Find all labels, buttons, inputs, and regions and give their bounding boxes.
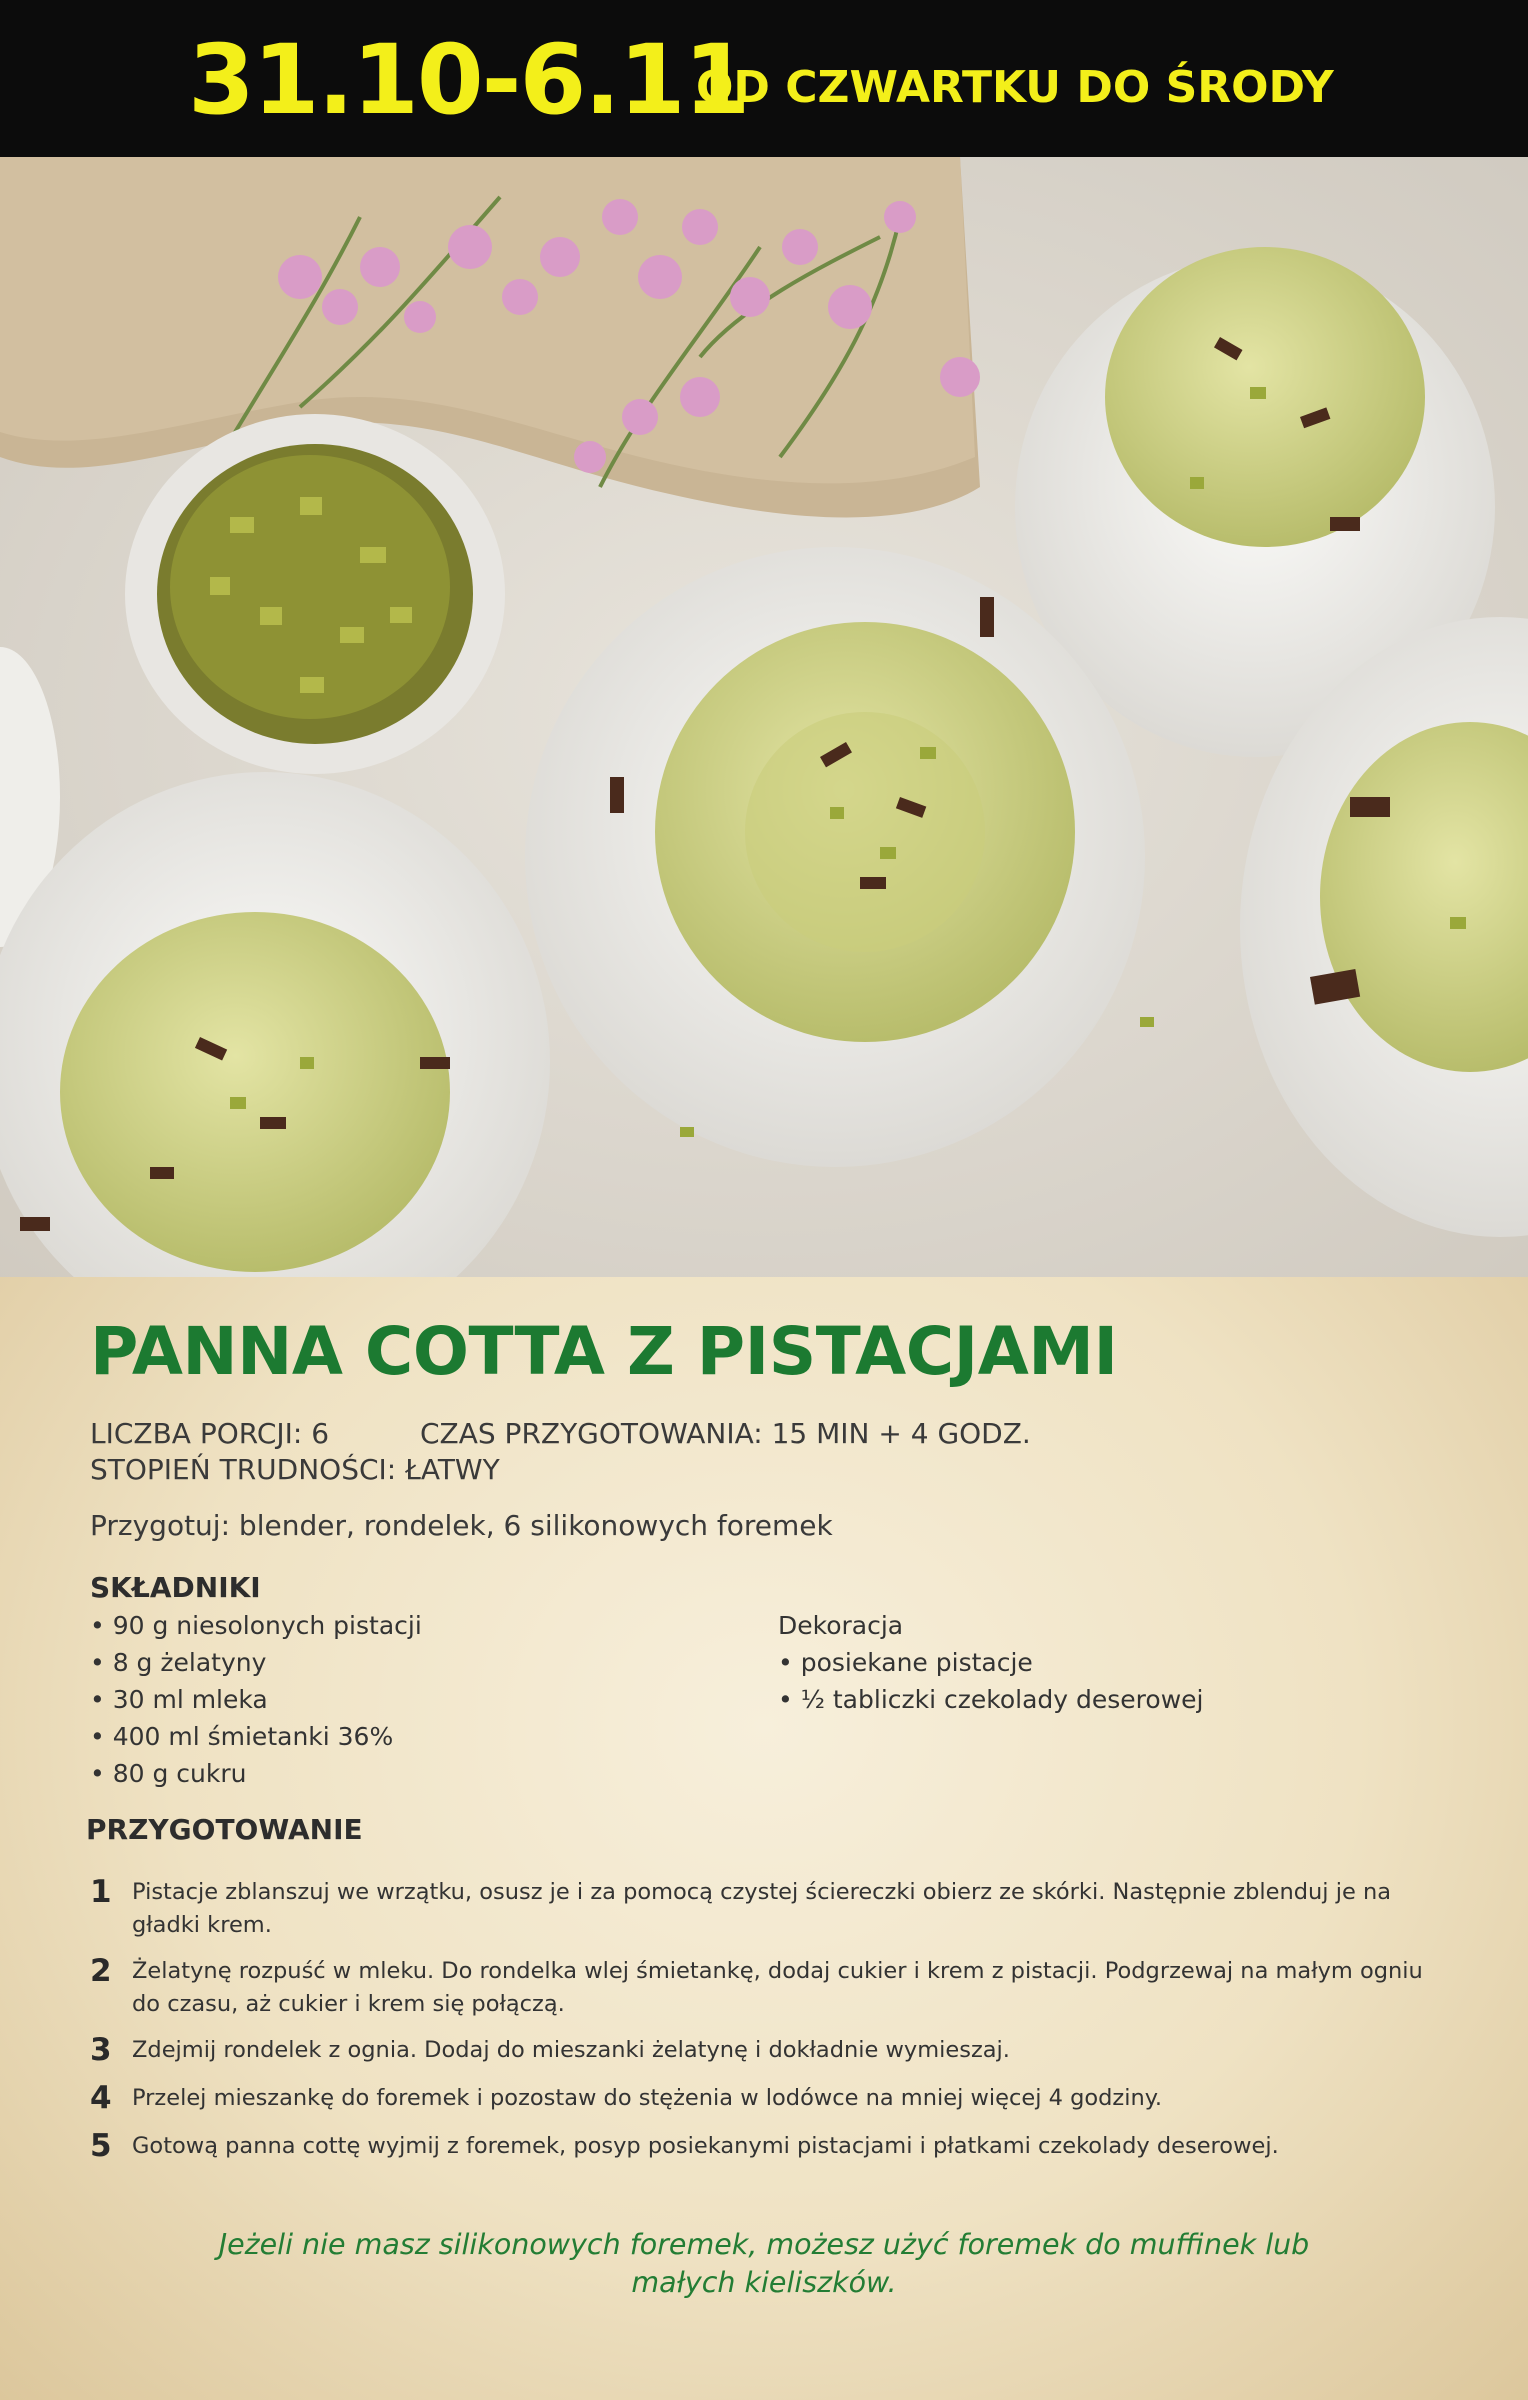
step-number: 3 bbox=[90, 2032, 112, 2068]
ingredients-heading: SKŁADNIKI bbox=[90, 1571, 261, 1604]
tip-note: Jeżeli nie masz silikonowych foremek, możesz użyć foremek do muffinek lub małych kieliszków. bbox=[218, 2228, 1310, 2299]
ingredient-item: • 80 g cukru bbox=[90, 1755, 422, 1792]
ingredients-list bbox=[90, 1607, 422, 1792]
preparation-heading: PRZYGOTOWANIE bbox=[86, 1813, 363, 1846]
ingredient-item: • 8 g żelatyny bbox=[90, 1644, 422, 1681]
step-text: Żelatynę rozpuść w mleku. Do rondelka wlej śmietankę, dodaj cukier i krem z pistacji. Podgrzewaj na małym ogniu do czasu, aż cukier i krem się połączą. bbox=[132, 1958, 1423, 2017]
step-text: Pistacje zblanszuj we wrzątku, osusz je i za pomocą czystej ściereczki obierz ze skórki. Następnie zblenduj je na gładki krem. bbox=[132, 1879, 1391, 1938]
step-text: Gotową panna cottę wyjmij z foremek, posyp posiekanymi pistacjami i płatkami czekolady deserowej. bbox=[132, 2133, 1279, 2159]
ingredient-item: • 400 ml śmietanki 36% bbox=[90, 1718, 422, 1755]
decoration-list bbox=[778, 1644, 1203, 1718]
decoration-heading: Dekoracja bbox=[778, 1611, 904, 1640]
date-range: 31.10-6.11 bbox=[188, 24, 749, 136]
recipe-photo-illustration bbox=[0, 157, 1528, 1277]
step-number: 4 bbox=[90, 2080, 112, 2116]
days-label: OD CZWARTKU DO ŚRODY bbox=[696, 62, 1334, 113]
ingredient-item: • 90 g niesolonych pistacji bbox=[90, 1607, 422, 1644]
step-text: Zdejmij rondelek z ognia. Dodaj do mieszanki żelatynę i dokładnie wymieszaj. bbox=[132, 2037, 1010, 2063]
step-number: 2 bbox=[90, 1953, 112, 1989]
decoration-item: • posiekane pistacje bbox=[778, 1644, 1203, 1681]
step-number: 1 bbox=[90, 1874, 112, 1910]
difficulty: STOPIEŃ TRUDNOŚCI: ŁATWY bbox=[90, 1453, 500, 1486]
recipe-title: PANNA COTTA Z PISTACJAMI bbox=[90, 1313, 1118, 1390]
step-number: 5 bbox=[90, 2128, 112, 2164]
servings: LICZBA PORCJI: 6 bbox=[90, 1417, 330, 1450]
decoration-item: • ½ tabliczki czekolady deserowej bbox=[778, 1681, 1203, 1718]
ingredient-item: • 30 ml mleka bbox=[90, 1681, 422, 1718]
recipe-photo bbox=[0, 157, 1528, 1277]
prep-time: CZAS PRZYGOTOWANIA: 15 MIN + 4 GODZ. bbox=[420, 1417, 1031, 1450]
step-text: Przelej mieszankę do foremek i pozostaw do stężenia w lodówce na mniej więcej 4 godziny. bbox=[132, 2085, 1162, 2111]
equipment: Przygotuj: blender, rondelek, 6 silikonowych foremek bbox=[90, 1509, 833, 1542]
date-banner bbox=[0, 0, 1528, 157]
